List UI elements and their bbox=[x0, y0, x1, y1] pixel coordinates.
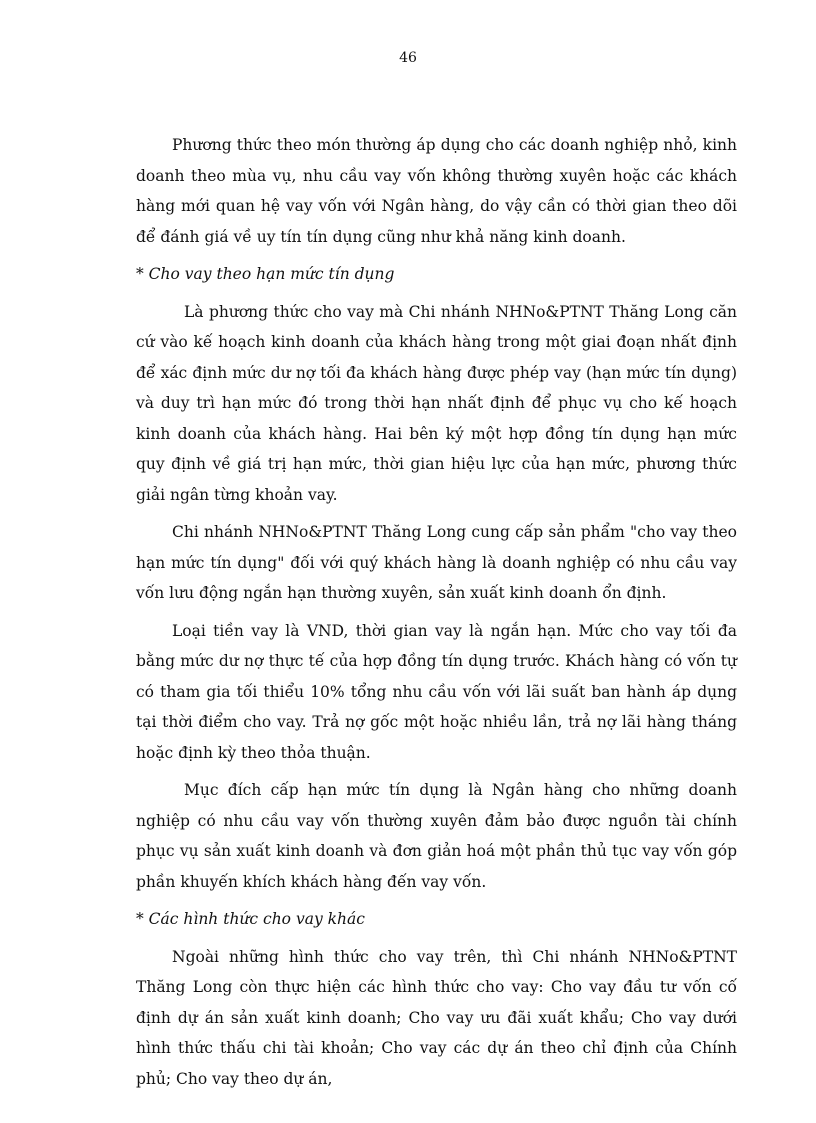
paragraph-other-loan-forms: Ngoài những hình thức cho vay trên, thì Chi nhánh NHNo&PTNT Thăng Long còn thực hiện các hình thức cho vay: Cho vay đầu tư vốn cố định dự án sản xuất kinh doanh; Cho vay ưu đãi xuất khẩu; Cho vay dưới hình thức thấu chi tài khoản; Cho vay các dự án theo chỉ định của Chính phủ; Cho vay theo dự án, bbox=[136, 947, 737, 1088]
paragraph-credit-line-purpose: Mục đích cấp hạn mức tín dụng là Ngân hàng cho những doanh nghiệp có nhu cầu vay vốn thường xuyên đảm bảo được nguồn tài chính phục vụ sản xuất kinh doanh và đơn giản hoá một phần thủ tục vay vốn góp phần khuyến khích khách hàng đến vay vốn. bbox=[136, 781, 737, 891]
page-number: 46 bbox=[399, 50, 417, 66]
document-body bbox=[136, 130, 737, 1101]
paragraph-credit-line-definition: Là phương thức cho vay mà Chi nhánh NHNo&PTNT Thăng Long căn cứ vào kế hoạch kinh doanh của khách hàng trong một giai đoạn nhất định để xác định mức dư nợ tối đa khách hàng được phép vay (hạn mức tín dụng) và duy trì hạn mức đó trong thời hạn nhất định để phục vụ cho kế hoạch kinh doanh của khách hàng. Hai bên ký một hợp đồng tín dụng hạn mức quy định về giá trị hạn mức, thời gian hiệu lực của hạn mức, phương thức giải ngân từng khoản vay. bbox=[136, 302, 737, 504]
paragraph-credit-line-product: Chi nhánh NHNo&PTNT Thăng Long cung cấp sản phẩm "cho vay theo hạn mức tín dụng" đối với quý khách hàng là doanh nghiệp có nhu cầu vay vốn lưu động ngắn hạn thường xuyên, sản xuất kinh doanh ổn định. bbox=[136, 523, 737, 602]
heading-other-loan-forms: * Các hình thức cho vay khác bbox=[136, 910, 365, 928]
heading-credit-line-loan: * Cho vay theo hạn mức tín dụng bbox=[136, 265, 395, 283]
paragraph-loan-by-item: Phương thức theo món thường áp dụng cho các doanh nghiệp nhỏ, kinh doanh theo mùa vụ, nhu cầu vay vốn không thường xuyên hoặc các khách hàng mới quan hệ vay vốn với Ngân hàng, do vậy cần có thời gian theo dõi để đánh giá về uy tín tín dụng cũng như khả năng kinh doanh. bbox=[136, 136, 737, 246]
paragraph-loan-terms: Loại tiền vay là VND, thời gian vay là ngắn hạn. Mức cho vay tối đa bằng mức dư nợ thực tế của hợp đồng tín dụng trước. Khách hàng có vốn tự có tham gia tối thiểu 10% tổng nhu cầu vốn với lãi suất ban hành áp dụng tại thời điểm cho vay. Trả nợ gốc một hoặc nhiều lần, trả nợ lãi hàng tháng hoặc định kỳ theo thỏa thuận. bbox=[136, 621, 737, 762]
